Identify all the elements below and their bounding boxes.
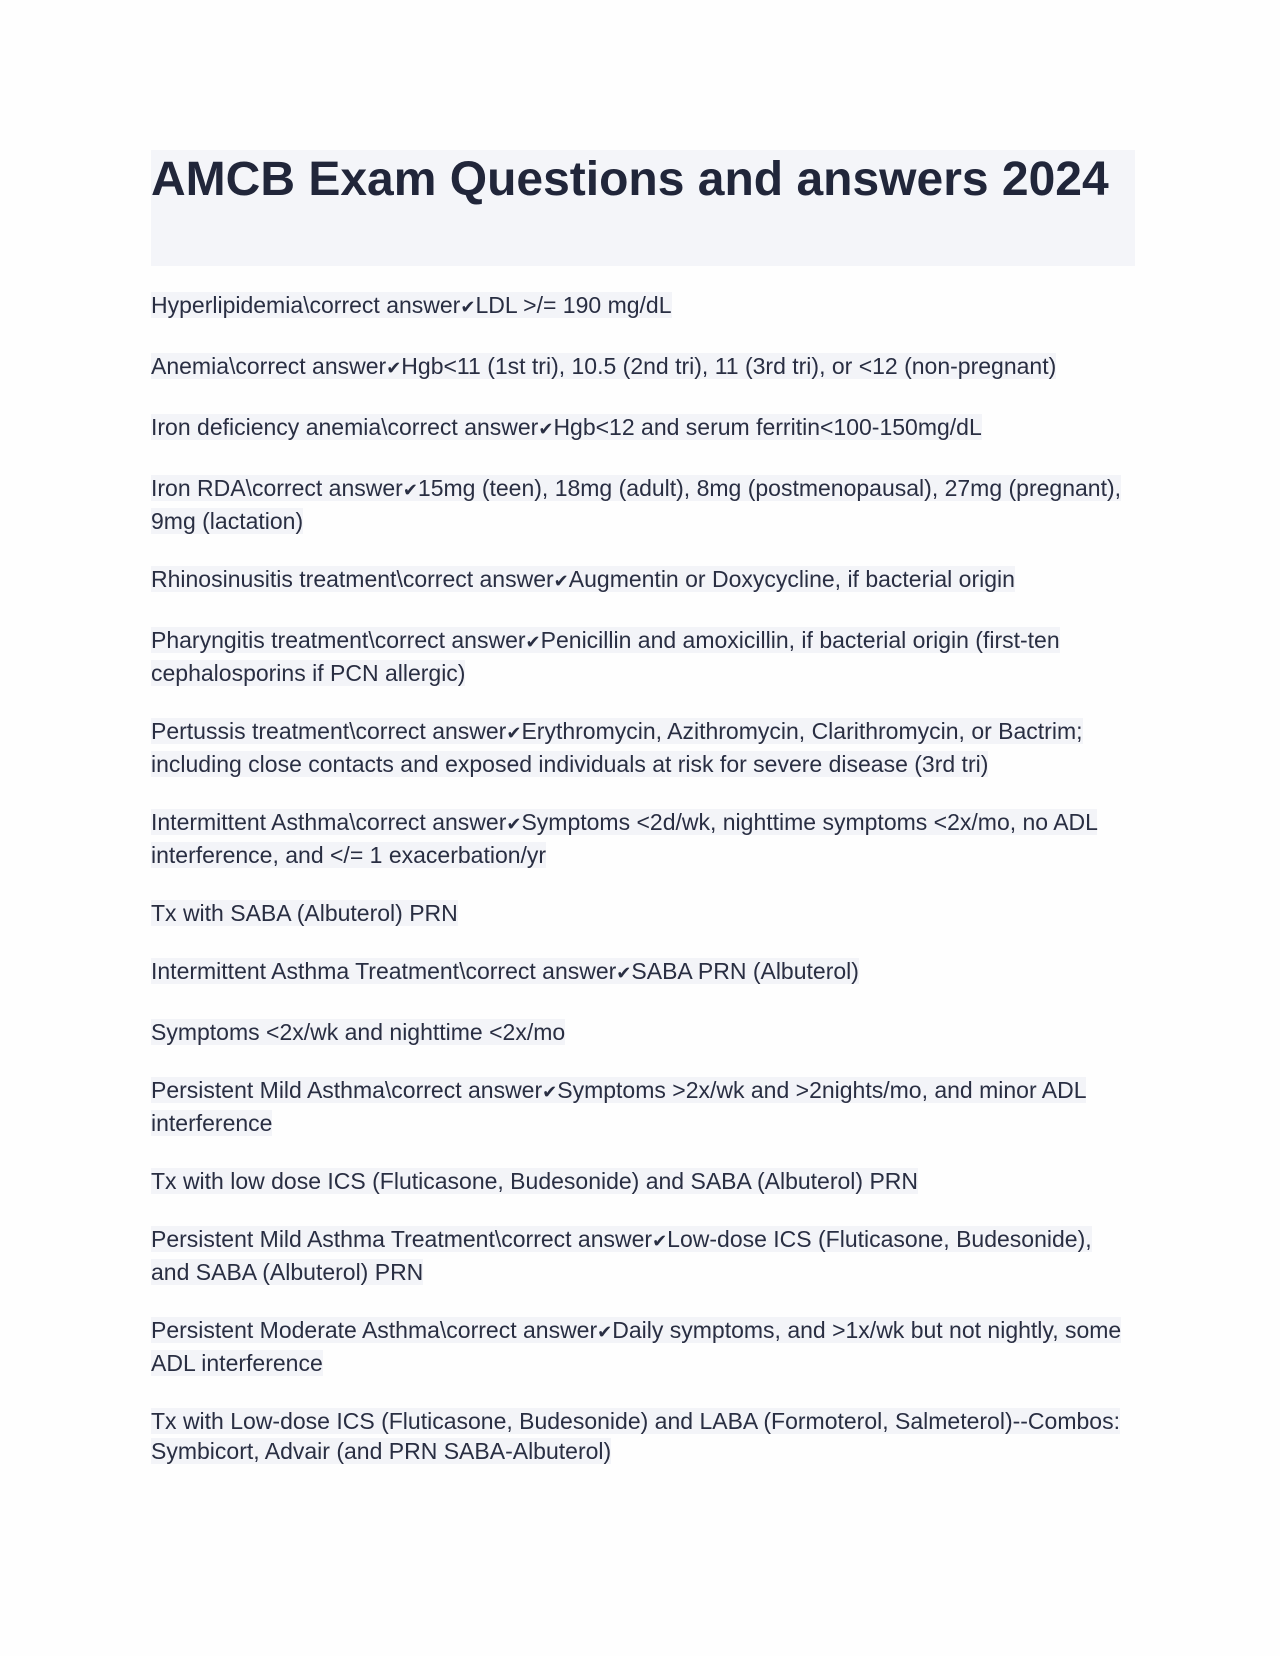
answer-text: Hgb<11 (1st tri), 10.5 (2nd tri), 11 (3rd tri), or <12 (non-pregnant) <box>401 353 1057 379</box>
question-text: Pertussis treatment\correct answer <box>151 718 507 744</box>
check-mark-icon: ✔ <box>538 419 554 440</box>
check-mark-icon: ✔ <box>616 963 632 984</box>
answer-text: 15mg (teen), 18mg (adult), 8mg (postmenopausal), 27mg (pregnant), 9mg (lactation) <box>151 475 1122 534</box>
qa-item <box>151 625 1135 688</box>
qa-item <box>151 716 1135 779</box>
check-mark-icon: ✔ <box>553 571 569 592</box>
check-mark-icon: ✔ <box>402 480 418 501</box>
check-mark-icon: ✔ <box>542 1082 558 1103</box>
qa-item <box>151 1075 1135 1138</box>
document-page <box>151 150 1135 1494</box>
qa-item-text <box>151 1226 1092 1285</box>
check-mark-icon: ✔ <box>597 1322 613 1343</box>
answer-text: Tx with Low-dose ICS (Fluticasone, Budesonide) and LABA (Formoterol, Salmeterol)--Combos: Symbicort, Advair (and PRN SABA-Albuterol) <box>151 1408 1120 1464</box>
qa-item <box>151 807 1135 870</box>
check-mark-icon: ✔ <box>460 297 476 318</box>
document-title: AMCB Exam Questions and answers 2024 <box>151 150 1135 266</box>
answer-text: Erythromycin, Azithromycin, Clarithromycin, or Bactrim; including close contacts and exposed individuals at risk for severe disease (3rd tri) <box>151 718 1083 777</box>
answer-text: Augmentin or Doxycycline, if bacterial origin <box>568 566 1015 592</box>
question-text: Iron RDA\correct answer <box>151 475 403 501</box>
qa-item <box>151 412 1135 445</box>
qa-item-text <box>151 809 1097 868</box>
check-mark-icon: ✔ <box>506 814 522 835</box>
answer-text: Tx with low dose ICS (Fluticasone, Budesonide) and SABA (Albuterol) PRN <box>151 1168 919 1194</box>
question-text: Iron deficiency anemia\correct answer <box>151 414 539 440</box>
qa-item-text <box>151 475 1121 534</box>
qa-item <box>151 564 1135 597</box>
qa-item-text <box>151 1019 565 1045</box>
question-text: Rhinosinusitis treatment\correct answer <box>151 566 554 592</box>
qa-item <box>151 1406 1135 1466</box>
qa-list <box>151 290 1135 1466</box>
qa-item <box>151 1315 1135 1378</box>
qa-item <box>151 473 1135 536</box>
qa-item-text <box>151 1168 918 1194</box>
qa-item <box>151 956 1135 989</box>
qa-item-text <box>151 958 859 984</box>
answer-text: Low-dose ICS (Fluticasone, Budesonide), and SABA (Albuterol) PRN <box>151 1226 1092 1285</box>
question-text: Intermittent Asthma Treatment\correct answer <box>151 958 617 984</box>
answer-text: SABA PRN (Albuterol) <box>631 958 859 984</box>
check-mark-icon: ✔ <box>652 1231 668 1252</box>
check-mark-icon: ✔ <box>525 632 541 653</box>
answer-text: Symptoms <2d/wk, nighttime symptoms <2x/mo, no ADL interference, and </= 1 exacerbation/yr <box>151 809 1098 868</box>
question-text: Persistent Mild Asthma Treatment\correct answer <box>151 1226 653 1252</box>
answer-text: LDL >/= 190 mg/dL <box>475 292 672 318</box>
question-text: Persistent Mild Asthma\correct answer <box>151 1077 543 1103</box>
qa-item <box>151 351 1135 384</box>
qa-item <box>151 898 1135 928</box>
qa-item <box>151 1224 1135 1287</box>
answer-text: Daily symptoms, and >1x/wk but not nightly, some ADL interference <box>151 1317 1122 1376</box>
qa-item-text <box>151 1317 1121 1376</box>
qa-item-text <box>151 414 982 440</box>
qa-item <box>151 1017 1135 1047</box>
answer-text: Symptoms >2x/wk and >2nights/mo, and minor ADL interference <box>151 1077 1086 1136</box>
question-text: Persistent Moderate Asthma\correct answer <box>151 1317 598 1343</box>
qa-item <box>151 290 1135 323</box>
answer-text: Penicillin and amoxicillin, if bacterial origin (first-ten cephalosporins if PCN allergic) <box>151 627 1060 686</box>
qa-item-text <box>151 292 672 318</box>
question-text: Intermittent Asthma\correct answer <box>151 809 507 835</box>
qa-item <box>151 1166 1135 1196</box>
answer-text: Symptoms <2x/wk and nighttime <2x/mo <box>151 1019 566 1045</box>
check-mark-icon: ✔ <box>506 723 522 744</box>
question-text: Anemia\correct answer <box>151 353 387 379</box>
qa-item-text <box>151 1408 1120 1464</box>
question-text: Hyperlipidemia\correct answer <box>151 292 461 318</box>
qa-item-text <box>151 627 1060 686</box>
answer-text: Tx with SABA (Albuterol) PRN <box>151 900 458 926</box>
check-mark-icon: ✔ <box>386 358 402 379</box>
qa-item-text <box>151 718 1083 777</box>
answer-text: Hgb<12 and serum ferritin<100-150mg/dL <box>553 414 982 440</box>
qa-item-text <box>151 566 1015 592</box>
qa-item-text <box>151 900 458 926</box>
qa-item-text <box>151 353 1056 379</box>
question-text: Pharyngitis treatment\correct answer <box>151 627 526 653</box>
qa-item-text <box>151 1077 1086 1136</box>
